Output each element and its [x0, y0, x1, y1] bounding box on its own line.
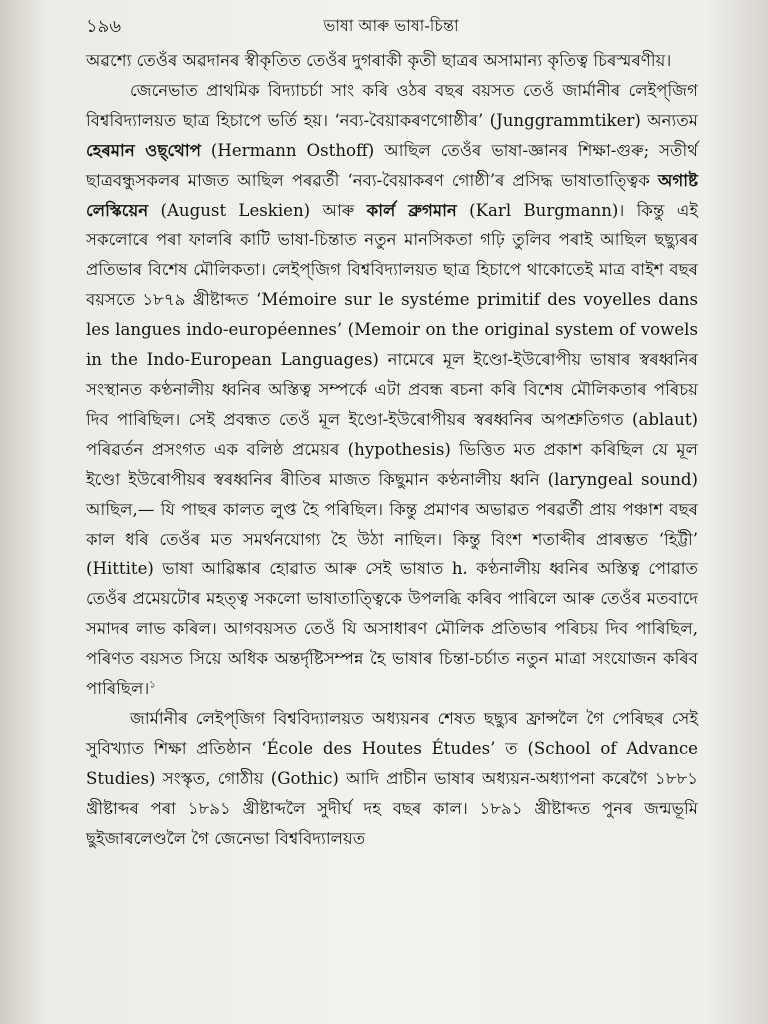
bold-name: হেৰমান ওছ্‌থোপ: [86, 139, 201, 160]
page-header: [86, 12, 696, 38]
text-run: (Karl Burgmann)। কিন্তু এই সকলোৰে পৰা ফালৰি কাটি ভাষা-চিন্তাত নতুন মানসিকতা গঢ়ি তুলিব পৰাই আছিল ছছ্যুৰৰ প্ৰতিভাৰ বিশেষ মৌলিকতা। লেইপ্‌জিগ বিশ্ববিদ্যালয়ত ছাত্ৰ হিচাপে থাকোতেই মাত্ৰ বাইশ বছৰ বয়সতে ১৮৭৯ খ্ৰীষ্টাব্দত ‘Mémoire sur le systéme primitif des voyelles dans les langues indo-européennes’ (Memoir on the original system of vowels in the Indo-European Languages) নামেৰে মূল ইণ্ডো-ইউৰোপীয় ভাষাৰ স্বৰধ্বনিৰ সংস্থানত কণ্ঠনালীয় ধ্বনিৰ অস্তিত্ব সম্পৰ্কে এটা প্ৰবন্ধ ৰচনা কৰি বিশেষ মৌলিকতাৰ পৰিচয় দিব পাৰিছিল। সেই প্ৰবন্ধত তেওঁ মূল ইণ্ডো-ইউৰোপীয়ৰ স্বৰধ্বনিৰ অপশ্ৰুতিগত (ablaut) পৰিৱৰ্তন প্ৰসংগত এক বলিষ্ঠ প্ৰমেয়ৰ (hypothesis) ভিত্তিত মত প্ৰকাশ কৰিছিল যে মূল ইণ্ডো ইউৰোপীয়ৰ স্বৰধ্বনিৰ ৰীতিৰ মাজত কিছুমান কণ্ঠনালীয় ধ্বনি (laryngeal sound) আছিল,— যি পাছৰ কালত লুপ্ত হৈ পৰিছিল। কিন্তু প্ৰমাণৰ অভাৱত পৰৱৰ্তী প্ৰায় পঞ্চাশ বছৰ কাল ধৰি তেওঁৰ মত সমৰ্থনযোগ্য হৈ উঠা নাছিল। কিন্তু বিংশ শতাব্দীৰ প্ৰাৰম্ভত ‘হিট্টী’ (Hittite) ভাষা আৱিষ্কাৰ হোৱাত আৰু সেই ভাষাত h. কণ্ঠনালীয় ধ্বনিৰ অস্তিত্ব পোৱাত তেওঁৰ প্ৰমেয়টোৰ মহত্ত্ব সকলো ভাষাতাত্ত্বিকে উপলব্ধি কৰিব পাৰিলে আৰু তেওঁৰ মতবাদে সমাদৰ লাভ কৰিল। আগবয়সত তেওঁ যি অসাধাৰণ মৌলিক প্ৰতিভাৰ পৰিচয় দিব পাৰিছিল, পৰিণত বয়সত সিয়ে অধিক অন্তৰ্দৃষ্টিসম্পন্ন হৈ ভাষাৰ চিন্তা-চৰ্চাত নতুন মাত্ৰা সংযোজন কৰিব পাৰিছিল।: [86, 200, 698, 699]
page-number: ১৯৬: [86, 16, 122, 37]
text-run: (August Leskien) আৰু: [148, 200, 367, 220]
text-run: (Hermann Osthoff) আছিল তেওঁৰ ভাষা-জ্ঞানৰ শিক্ষা-গুৰু; সতীৰ্থ ছাত্ৰবন্ধুসকলৰ মাজত আছিল পৰৱৰ্তী ‘নব্য-বৈয়াকৰণ গোষ্ঠী’ৰ প্ৰসিদ্ধ ভাষাতাত্ত্বিক: [86, 140, 698, 190]
body-text: [86, 46, 698, 853]
bold-name: কাৰ্ল ব্ৰুগমান: [366, 199, 457, 220]
footnote-marker: ১: [149, 679, 156, 691]
bold-name: অগাষ্ট লেস্কিয়েন: [86, 169, 698, 220]
paragraph: [86, 76, 698, 704]
text-run: জাৰ্মানীৰ লেইপ্‌জিগ বিশ্ববিদ্যালয়ত অধ্যয়নৰ শেষত ছছ্যুৰ ফ্ৰান্সলৈ গৈ পেৰিছৰ সেই সুবিখ্যাত শিক্ষা প্ৰতিষ্ঠান ‘École des Houtes Études’ ত (School of Advance Studies) সংস্কৃত, গোঠীয় (Gothic) আদি প্ৰাচীন ভাষাৰ অধ্যয়ন-অধ্যাপনা কৰেগৈ ১৮৮১ খ্ৰীষ্টাব্দৰ পৰা ১৮৯১ খ্ৰীষ্টাব্দলৈ সুদীৰ্ঘ দহ বছৰ কাল। ১৮৯১ খ্ৰীষ্টাব্দত পুনৰ জন্মভূমি ছুইজাৰলেণ্ডলৈ গৈ জেনেভা বিশ্ববিদ্যালয়ত: [86, 708, 698, 848]
paragraph: [86, 46, 698, 76]
text-run: জেনেভাত প্ৰাথমিক বিদ্যাচৰ্চা সাং কৰি ওঠৰ বছৰ বয়সত তেওঁ জাৰ্মানীৰ লেইপ্‌জিগ বিশ্ববিদ্যালয়ত ছাত্ৰ হিচাপে ভৰ্তি হয়। ‘নব্য-বৈয়াকৰণগোষ্ঠীৰ’ (Junggrammtiker) অন্যতম: [86, 80, 698, 130]
running-title: ভাষা আৰু ভাষা-চিন্তা: [323, 16, 459, 35]
paragraph: [86, 704, 698, 854]
text-run: অৱশ্যে তেওঁৰ অৱদানৰ স্বীকৃতিত তেওঁৰ দুগৰাকী কৃতী ছাত্ৰৰ অসামান্য কৃতিত্ব চিৰস্মৰণীয়।: [86, 51, 672, 70]
